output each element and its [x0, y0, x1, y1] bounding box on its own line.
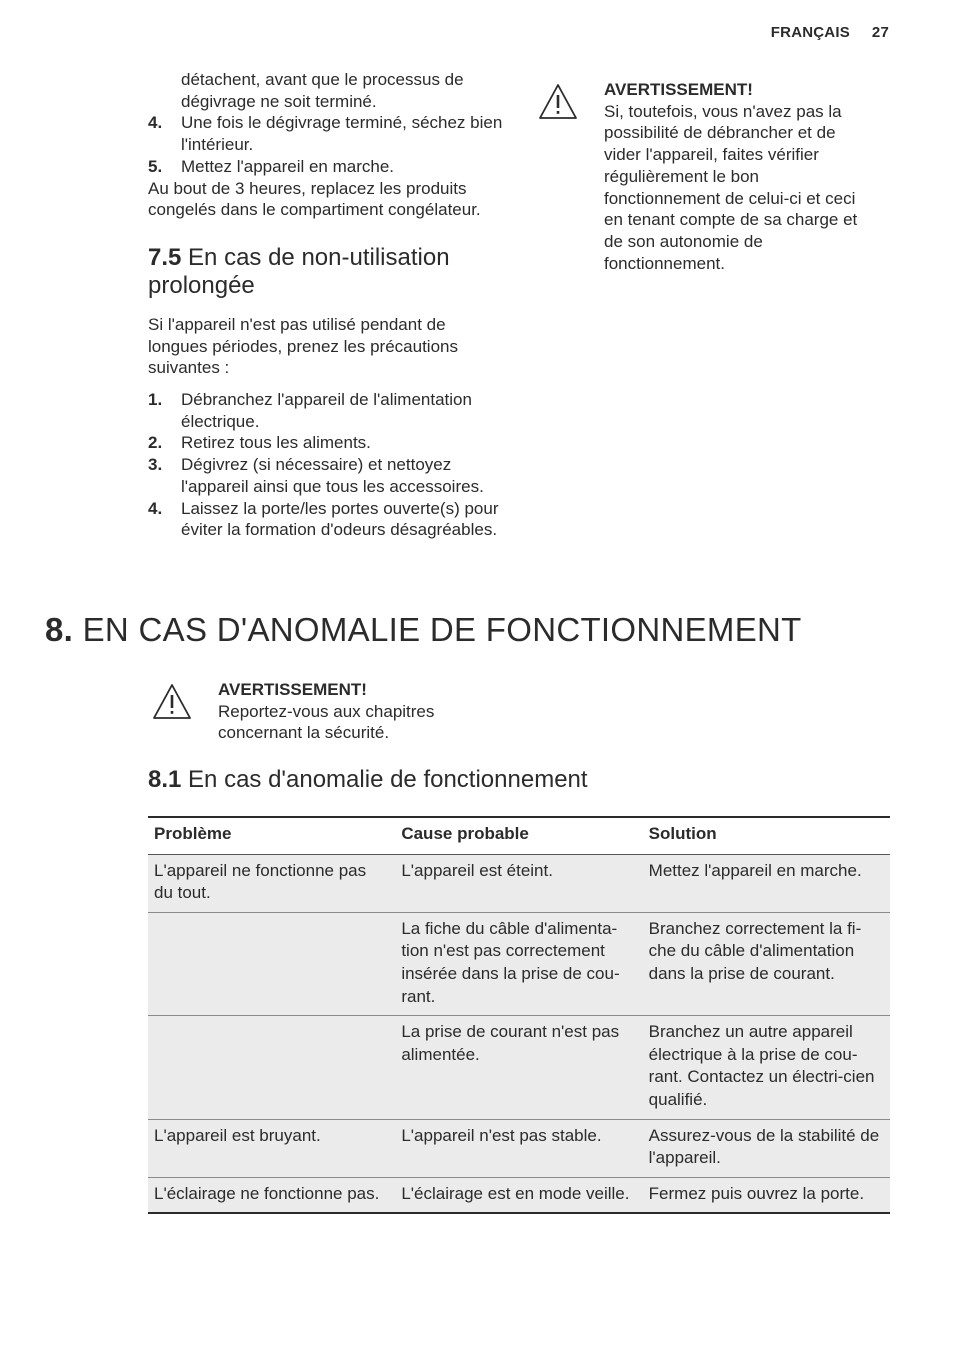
cell-solution: Fermez puis ouvrez la porte. — [643, 1177, 890, 1213]
left-column — [148, 69, 508, 541]
list-item-number: 4. — [148, 113, 163, 133]
list-item — [148, 454, 508, 497]
cell-problem — [148, 1016, 395, 1119]
cell-cause: La fiche du câble d'alimenta-tion n'est pas correctement insérée dans la prise de cou-rant. — [395, 912, 642, 1015]
warning-box-storage — [538, 79, 858, 274]
warning-triangle-icon — [538, 82, 578, 122]
list-item-number: 1. — [148, 390, 163, 410]
list-item-text: Mettez l'appareil en marche. — [181, 156, 395, 176]
list-item-text: Retirez tous les aliments. — [181, 433, 371, 453]
warning-box-safety — [152, 679, 492, 744]
cell-problem: L'appareil est bruyant. — [148, 1119, 395, 1177]
table-row — [148, 1016, 890, 1119]
chapter-heading-8 — [45, 608, 802, 652]
troubleshooting-table — [148, 816, 890, 1214]
page-number: 27 — [871, 24, 889, 41]
list-item-number: 4. — [148, 498, 163, 518]
chapter-number: 8. — [45, 611, 74, 648]
cell-problem: L'éclairage ne fonctionne pas. — [148, 1177, 395, 1213]
cell-solution: Branchez correctement la fi-che du câble d'alimentation dans la prise de courant. — [643, 912, 890, 1015]
paragraph: Au bout de 3 heures, replacez les produits congelés dans le compartiment congélateur. — [148, 178, 481, 220]
cell-solution: Assurez-vous de la stabilité de l'appareil. — [643, 1119, 890, 1177]
cell-problem: L'appareil ne fonctionne pas du tout. — [148, 854, 395, 912]
column-header-problem: Problème — [148, 817, 395, 854]
warning-text: Reportez-vous aux chapitres concernant la sécurité. — [218, 701, 435, 743]
list-item-number: 2. — [148, 433, 163, 453]
section-title: En cas de non-utilisation prolongée — [148, 243, 450, 299]
column-header-cause: Cause probable — [395, 817, 642, 854]
table-row — [148, 854, 890, 912]
list-item — [148, 112, 508, 155]
list-item-number: 5. — [148, 156, 163, 176]
section-number: 8.1 — [148, 766, 182, 793]
warning-text: Si, toutefois, vous n'avez pas la possibilité de débrancher et de vider l'appareil, faites vérifier régulièrement le bon fonctionnement de celui-ci et ceci en tenant compte de sa charge et de son autonomie de fonctionnement. — [604, 101, 858, 273]
continued-step — [148, 69, 508, 112]
column-header-solution: Solution — [643, 817, 890, 854]
list-item — [148, 498, 508, 541]
cell-solution: Mettez l'appareil en marche. — [643, 854, 890, 912]
list-item-text: Laissez la porte/les portes ouverte(s) pour éviter la formation d'odeurs désagréables. — [181, 498, 499, 540]
warning-title: AVERTISSEMENT! — [218, 680, 367, 699]
warning-content — [218, 679, 492, 744]
table-row — [148, 1177, 890, 1213]
table-row — [148, 912, 890, 1015]
warning-triangle-icon — [152, 682, 192, 722]
list-item — [148, 389, 508, 432]
table-header-row — [148, 817, 890, 854]
continued-step-text: détachent, avant que le processus de dégivrage ne soit terminé. — [181, 70, 464, 111]
table-row — [148, 1119, 890, 1177]
section-heading-8-1 — [148, 766, 588, 794]
cell-cause: La prise de courant n'est pas alimentée. — [395, 1016, 642, 1119]
list-item-text: Dégivrez (si nécessaire) et nettoyez l'appareil ainsi que tous les accessoires. — [181, 455, 484, 496]
chapter-title: EN CAS D'ANOMALIE DE FONCTIONNEMENT — [82, 611, 802, 648]
section-heading-7-5 — [148, 244, 508, 300]
section-intro: Si l'appareil n'est pas utilisé pendant de longues périodes, prenez les précautions suivantes : — [148, 314, 458, 378]
cell-solution: Branchez un autre appareil électrique à la prise de cou-rant. Contactez un électri-cien qualifié. — [643, 1016, 890, 1119]
list-item — [148, 156, 508, 178]
header-language: FRANÇAIS — [770, 24, 850, 41]
section-title: En cas d'anomalie de fonctionnement — [188, 766, 588, 793]
cell-problem — [148, 912, 395, 1015]
section-number: 7.5 — [148, 243, 182, 271]
list-item — [148, 432, 508, 454]
page-header — [749, 22, 889, 44]
warning-title: AVERTISSEMENT! — [604, 80, 753, 99]
cell-cause: L'éclairage est en mode veille. — [395, 1177, 642, 1213]
list-item-text: Débranchez l'appareil de l'alimentation électrique. — [181, 390, 472, 431]
warning-content — [604, 79, 858, 274]
cell-cause: L'appareil est éteint. — [395, 854, 642, 912]
cell-cause: L'appareil n'est pas stable. — [395, 1119, 642, 1177]
list-item-text: Une fois le dégivrage terminé, séchez bien l'intérieur. — [181, 113, 503, 155]
list-item-number: 3. — [148, 455, 163, 475]
